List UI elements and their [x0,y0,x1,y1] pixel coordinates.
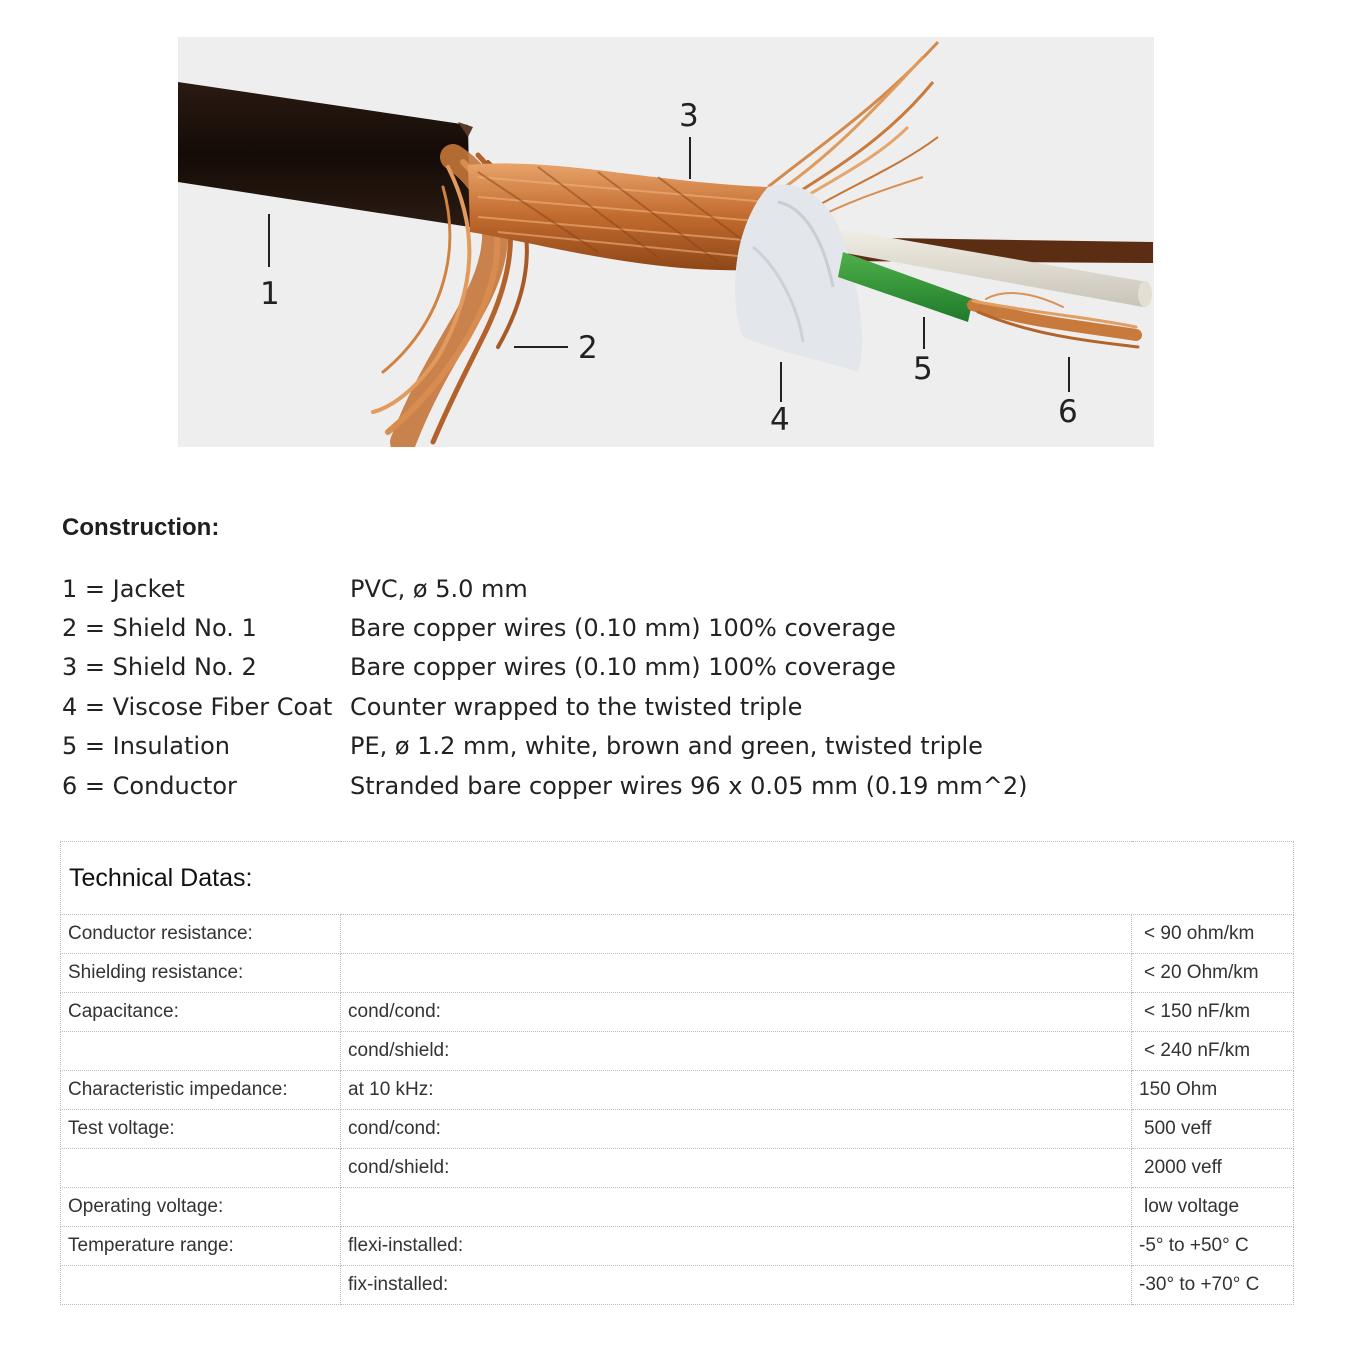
construction-item-value: PVC, ø 5.0 mm [350,574,528,603]
table-row [61,1071,1294,1110]
construction-item [62,727,1028,766]
property-cell [61,1149,341,1188]
technical-data-table [60,841,1294,1305]
value-cell: < 150 nF/km [1132,993,1294,1032]
construction-item-label: 3 = Shield No. 2 [62,653,257,682]
construction-item-value: PE, ø 1.2 mm, white, brown and green, twisted triple [350,732,983,761]
construction-item-value: Stranded bare copper wires 96 x 0.05 mm (0.19 mm^2) [350,771,1028,800]
condition-cell: flexi-installed: [341,1227,1132,1266]
property-cell: Conductor resistance: [61,915,341,954]
construction-item-label: 5 = Insulation [62,732,230,761]
table-row [61,954,1294,993]
property-cell [61,1032,341,1071]
value-cell: 150 Ohm [1132,1071,1294,1110]
table-row [61,1110,1294,1149]
construction-item-label: 4 = Viscose Fiber Coat [62,692,333,721]
construction-item-value: Bare copper wires (0.10 mm) 100% coverage [350,653,896,682]
construction-item [62,687,1028,726]
table-row [61,1227,1294,1266]
construction-list [62,569,1028,805]
value-cell: < 90 ohm/km [1132,915,1294,954]
table-row [61,1266,1294,1305]
callout-4: 4 [770,402,790,438]
condition-cell [341,1188,1132,1227]
value-cell: low voltage [1132,1188,1294,1227]
table-row [61,993,1294,1032]
condition-cell: cond/shield: [341,1149,1132,1188]
callout-5: 5 [913,351,933,387]
construction-item-label: 6 = Conductor [62,771,237,800]
callout-3: 3 [679,98,699,134]
condition-cell [341,915,1132,954]
callout-2: 2 [578,330,598,366]
technical-data-title: Technical Datas: [61,842,1294,915]
construction-item-value: Bare copper wires (0.10 mm) 100% coverage [350,614,896,643]
condition-cell [341,954,1132,993]
condition-cell: fix-installed: [341,1266,1132,1305]
property-cell: Operating voltage: [61,1188,341,1227]
callout-6: 6 [1058,394,1078,430]
value-cell: -30° to +70° C [1132,1266,1294,1305]
value-cell: -5° to +50° C [1132,1227,1294,1266]
construction-item [62,766,1028,805]
table-row [61,915,1294,954]
property-cell: Characteristic impedance: [61,1071,341,1110]
condition-cell: cond/cond: [341,1110,1132,1149]
construction-item-label: 1 = Jacket [62,574,185,603]
value-cell: 2000 veff [1132,1149,1294,1188]
construction-item-label: 2 = Shield No. 1 [62,614,257,643]
construction-item [62,648,1028,687]
property-cell: Temperature range: [61,1227,341,1266]
condition-cell: cond/shield: [341,1032,1132,1071]
property-cell: Test voltage: [61,1110,341,1149]
cable-drawing [178,37,1154,447]
construction-item [62,608,1028,647]
value-cell: 500 veff [1132,1110,1294,1149]
property-cell: Capacitance: [61,993,341,1032]
table-header-row [61,842,1294,915]
construction-item [62,569,1028,608]
condition-cell: at 10 kHz: [341,1071,1132,1110]
table-row [61,1032,1294,1071]
table-row [61,1188,1294,1227]
value-cell: < 20 Ohm/km [1132,954,1294,993]
construction-item-value: Counter wrapped to the twisted triple [350,692,803,721]
cable-illustration [178,37,1154,447]
table-row [61,1149,1294,1188]
value-cell: < 240 nF/km [1132,1032,1294,1071]
callout-1: 1 [260,276,280,312]
condition-cell: cond/cond: [341,993,1132,1032]
construction-title: Construction: [62,514,220,541]
property-cell [61,1266,341,1305]
property-cell: Shielding resistance: [61,954,341,993]
jacket [178,82,473,227]
